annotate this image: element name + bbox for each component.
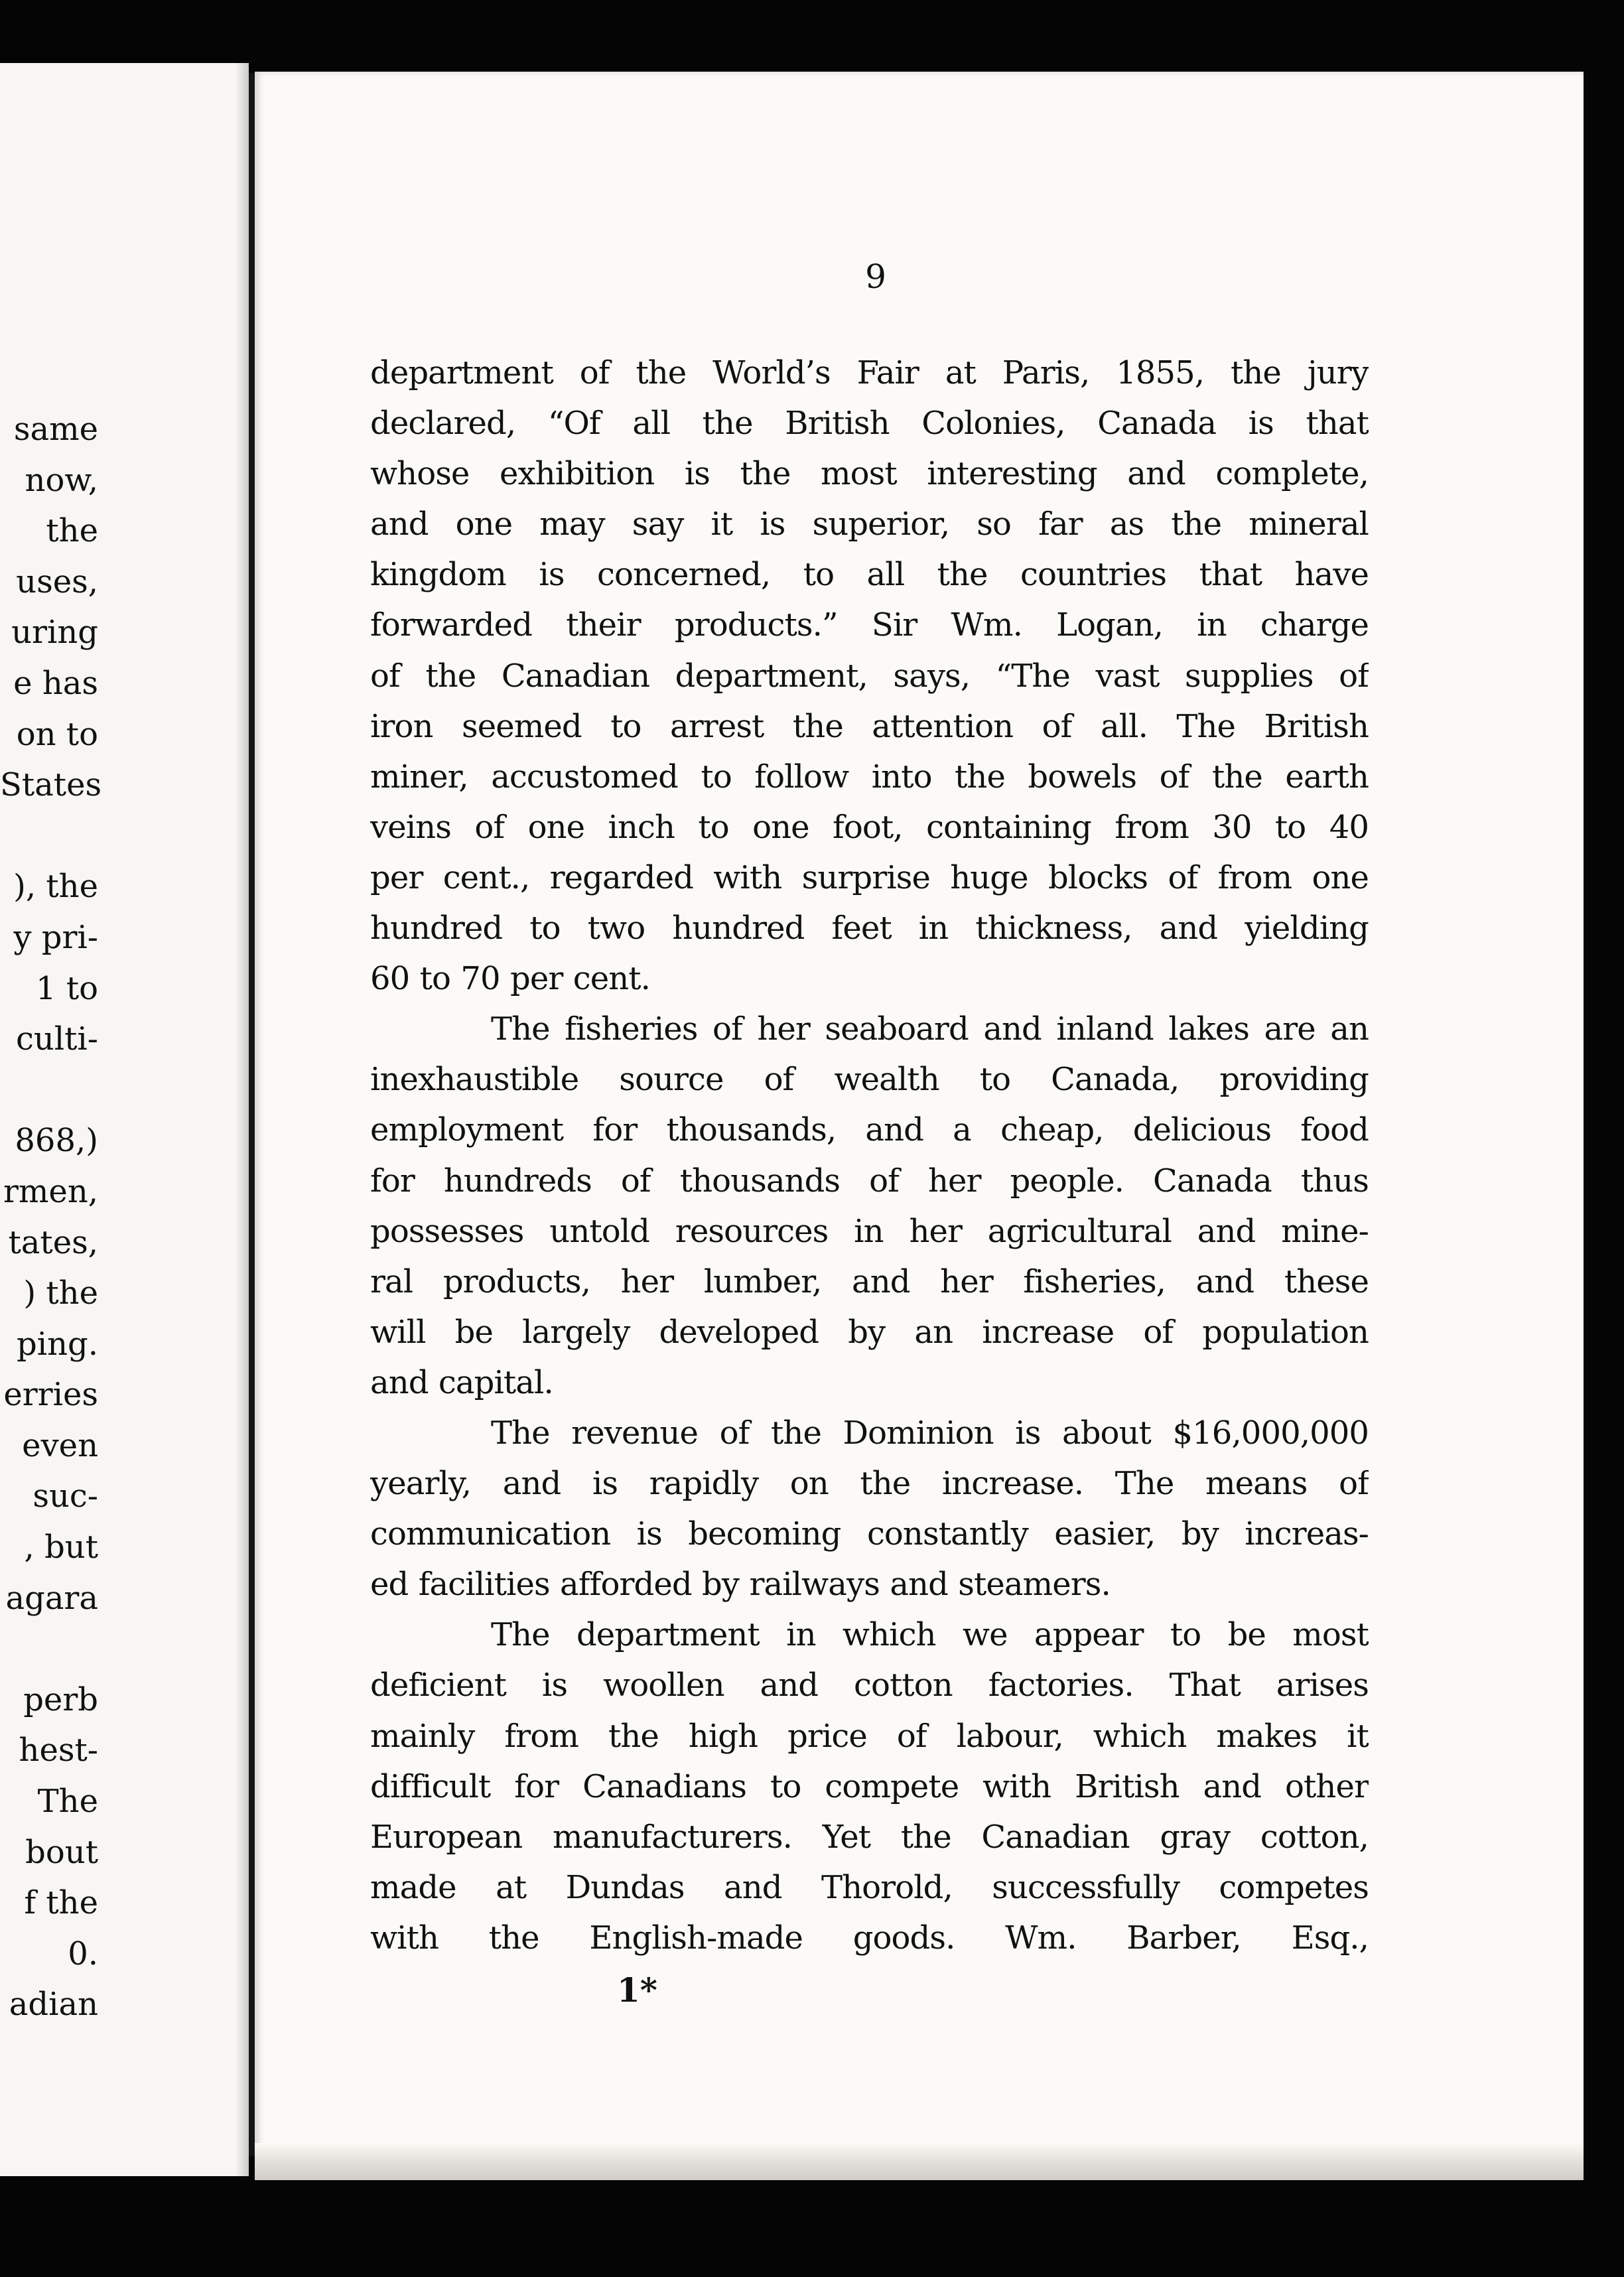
left-fragment-line: culti- [15,1020,98,1058]
left-fragment-line: adian [9,1986,98,2024]
text-line: deficient is woollen and cotton factories. That arises [370,1667,1369,1704]
text-line: hundred to two hundred feet in thickness, and yielding [370,910,1369,947]
text-line: yearly, and is rapidly on the increase. The means of [370,1465,1369,1503]
text-line: whose exhibition is the most interesting and complete, [370,455,1369,493]
left-fragment-line: ping. [17,1325,98,1363]
left-fragment-line: f the [24,1884,98,1922]
left-fragment-line: The [37,1783,98,1821]
text-line: veins of one inch to one foot, containing from 30 to 40 [370,808,1369,846]
text-line: and one may say it is superior, so far as the mineral [370,506,1369,543]
text-line: ral products, her lumber, and her fisheries, and these [370,1263,1369,1300]
left-fragment-line: suc- [33,1478,98,1515]
text-line: will be largely developed by an increase of population [370,1313,1369,1351]
left-fragment-line: bout [25,1833,98,1871]
left-fragment-line: 868,) [15,1122,98,1160]
page-bottom-edge [255,2143,1584,2180]
body-text [370,348,1369,1963]
text-line: for hundreds of thousands of her people. Canada thus [370,1162,1369,1200]
left-fragment-line: the [46,512,98,550]
left-fragment-line: perb [23,1681,98,1718]
left-fragment-line: on to [16,715,98,753]
text-line: possesses untold resources in her agricultural and mine- [370,1212,1369,1250]
text-line: The department in which we appear to be most [491,1616,1369,1654]
left-fragment-line: erries [3,1376,98,1414]
text-line: employment for thousands, and a cheap, delicious food [370,1111,1369,1149]
left-fragment-line: ) the [23,1275,98,1312]
text-line: communication is becoming constantly easier, by increas- [370,1515,1369,1553]
left-fragment-line: 0. [68,1935,98,1972]
book-spine [249,73,255,2156]
text-line: difficult for Canadians to compete with British and other [370,1767,1369,1805]
left-fragment-line: hest- [19,1732,98,1769]
left-fragment-line [0,811,98,862]
text-line: ed facilities afforded by railways and steamers. [370,1566,1111,1604]
signature-mark: 1* [617,1970,657,2010]
left-fragment-line: uses, [16,563,98,600]
left-fragment-line: rmen, [3,1172,98,1210]
left-fragment-line: States [0,766,102,804]
text-line: miner, accustomed to follow into the bowels of the earth [370,758,1369,795]
text-line: forwarded their products.” Sir Wm. Logan, in charge [370,606,1369,644]
left-facing-page [0,63,249,2176]
text-line: iron seemed to arrest the attention of all. The British [370,707,1369,745]
text-line: The revenue of the Dominion is about $16,000,000 [491,1414,1369,1452]
text-line: with the English-made goods. Wm. Barber, Esq., [370,1919,1369,1957]
left-fragment-line [0,1065,98,1116]
left-fragment-line: uring [11,614,98,652]
text-line: inexhaustible source of wealth to Canada, providing [370,1061,1369,1099]
left-fragment-line: ), the [13,868,98,906]
text-line: 60 to 70 per cent. [370,960,651,998]
text-line: mainly from the high price of labour, which makes it [370,1717,1369,1755]
text-line: department of the World’s Fair at Paris, 1855, the jury [370,354,1369,391]
left-fragment-line: 1 to [36,969,98,1007]
text-line: The fisheries of her seaboard and inland lakes are an [491,1010,1369,1048]
text-line: of the Canadian department, says, “The vast supplies of [370,657,1369,695]
left-page-text-fragments [0,404,102,2030]
left-fragment-line: , but [24,1529,98,1566]
left-fragment-line: tates, [8,1223,98,1261]
left-fragment-line: e has [13,664,98,702]
left-fragment-line: same [13,411,98,448]
left-fragment-line: even [22,1426,98,1464]
gutter-shadow [236,63,249,2176]
text-line: declared, “Of all the British Colonies, Canada is that [370,405,1369,443]
text-line: kingdom is concerned, to all the countries that have [370,556,1369,594]
text-line: and capital. [370,1363,553,1401]
left-fragment-line: agara [5,1579,98,1617]
page-number: 9 [865,257,886,296]
text-line: made at Dundas and Thorold, successfully competes [370,1868,1369,1906]
text-line: per cent., regarded with surprise huge blocks of from one [370,859,1369,896]
left-fragment-line [0,1623,98,1675]
text-line: European manufacturers. Yet the Canadian gray cotton, [370,1818,1369,1856]
left-fragment-line: y pri- [13,918,98,956]
left-fragment-line: now, [25,461,98,499]
